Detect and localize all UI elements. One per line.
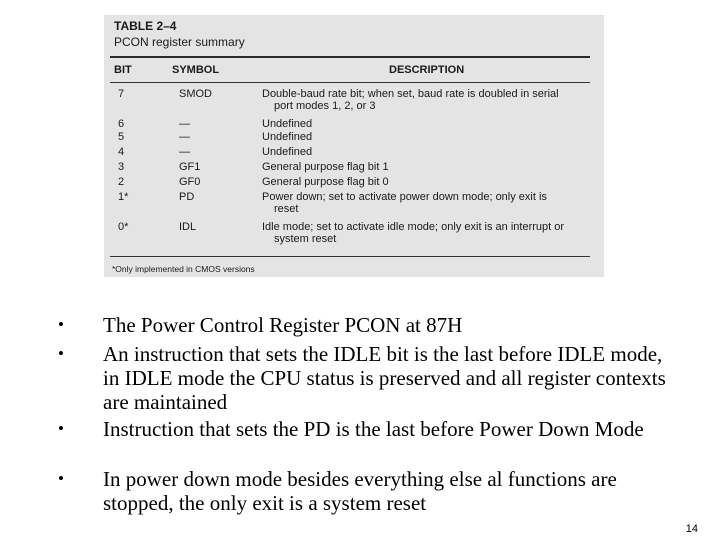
bullet-icon: • (58, 469, 64, 488)
row-symbol: — (179, 146, 190, 158)
row-bit: 3 (118, 161, 125, 173)
table-title: TABLE 2–4 (114, 19, 177, 33)
row-bit: 4 (118, 146, 125, 158)
row-description: Undefined (262, 131, 313, 143)
table-bottom-rule (110, 256, 590, 257)
table-header-rule (110, 82, 590, 83)
row-symbol: GF0 (179, 176, 201, 188)
row-symbol: PD (179, 191, 195, 203)
row-description: Power down; set to activate power down mode; only exit is reset (262, 191, 547, 215)
table-subtitle: PCON register summary (114, 35, 245, 49)
row-symbol: SMOD (179, 88, 212, 100)
bullet-icon: • (58, 315, 64, 334)
row-bit: 1* (118, 191, 129, 203)
table-top-rule (110, 56, 590, 58)
bullet-text: In power down mode besides everything else al functions are stopped, the only exit is a system reset (103, 467, 617, 515)
pcon-table-image (104, 15, 604, 277)
header-description: DESCRIPTION (389, 64, 465, 76)
bullet-icon: • (58, 419, 64, 438)
bullet-text: An instruction that sets the IDLE bit is the last before IDLE mode, in IDLE mode the CPU status is preserved and all register contexts are maintained (103, 342, 666, 414)
row-symbol: IDL (179, 221, 197, 233)
row-description: General purpose flag bit 0 (262, 176, 389, 188)
row-description: Undefined (262, 146, 313, 158)
row-bit: 5 (118, 131, 125, 143)
table-footnote: *Only implemented in CMOS versions (112, 264, 255, 274)
header-bit: BIT (114, 64, 132, 76)
row-symbol: — (179, 118, 190, 130)
row-symbol: GF1 (179, 161, 201, 173)
header-symbol: SYMBOL (172, 64, 220, 76)
bullet-text: Instruction that sets the PD is the last before Power Down Mode (103, 417, 644, 441)
row-description: Idle mode; set to activate idle mode; only exit is an interrupt or system reset (262, 221, 565, 245)
page-number: 14 (685, 523, 698, 535)
bullet-icon: • (58, 344, 64, 363)
row-description: Undefined (262, 118, 313, 130)
row-description: General purpose flag bit 1 (262, 161, 389, 173)
row-bit: 7 (118, 88, 125, 100)
row-bit: 2 (118, 176, 125, 188)
row-bit: 6 (118, 118, 125, 130)
row-bit: 0* (118, 221, 129, 233)
row-description: Double-baud rate bit; when set, baud rate is doubled in serial port modes 1, 2, or 3 (262, 88, 559, 112)
bullet-text: The Power Control Register PCON at 87H (103, 313, 463, 337)
row-symbol: — (179, 131, 190, 143)
